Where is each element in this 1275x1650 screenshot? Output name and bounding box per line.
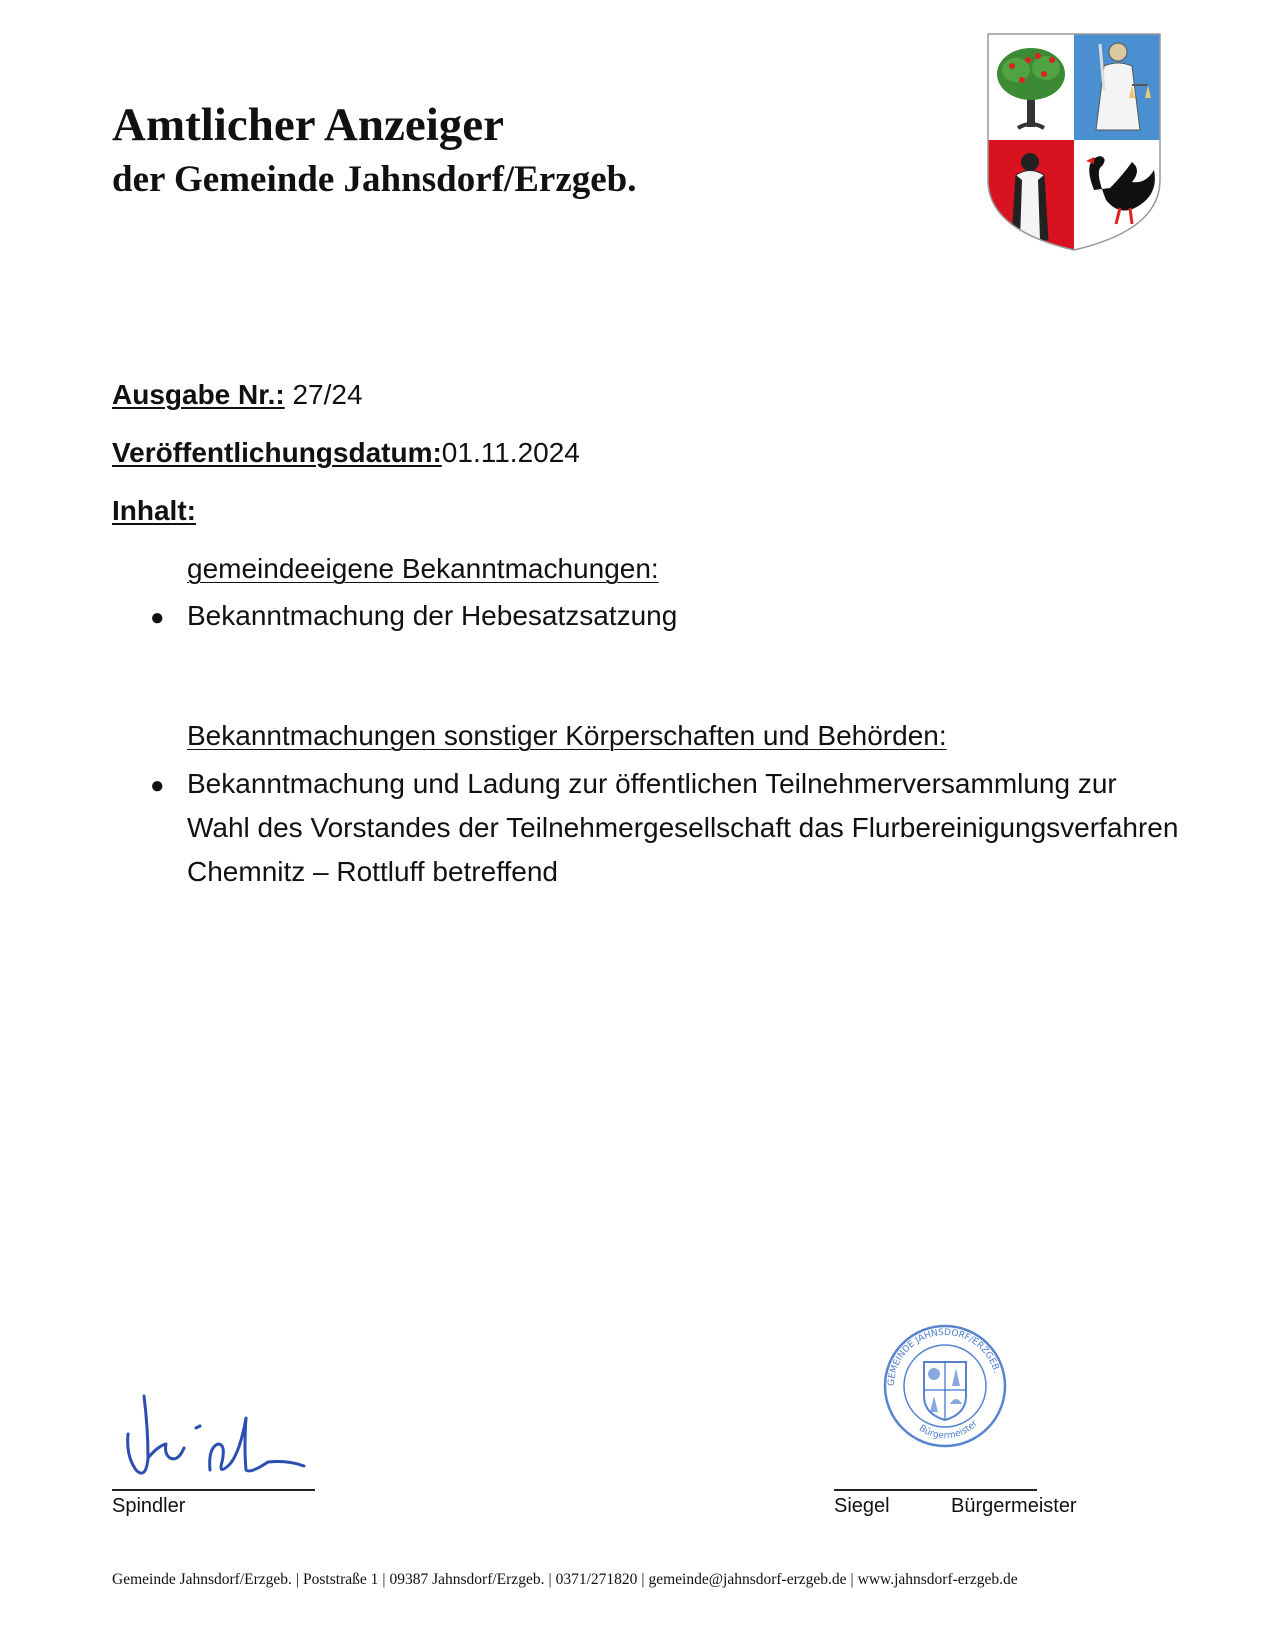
- footer-email: gemeinde@jahnsdorf-erzgeb.de: [648, 1571, 847, 1588]
- footer-municipality: Gemeinde Jahnsdorf/Erzgeb.: [112, 1571, 292, 1588]
- document-title: Amtlicher Anzeiger: [112, 99, 504, 151]
- publication-date-label: Veröffentlichungsdatum:: [112, 437, 442, 468]
- footer-website: www.jahnsdorf-erzgeb.de: [857, 1571, 1018, 1588]
- list-item: Bekanntmachung und Ladung zur öffentlichen Teilnehmerversammlung zur Wahl des Vorstandes der Teilnehmergesellschaft das Flurbereinigungsverfahren Chemnitz – Rottluff betreffend: [187, 768, 1179, 887]
- footer-city: 09387 Jahnsdorf/Erzgeb.: [389, 1571, 545, 1588]
- issue-number-label: Ausgabe Nr.:: [112, 379, 285, 410]
- issue-number-line: [112, 378, 363, 412]
- signatory-name: Spindler: [112, 1495, 186, 1517]
- coat-of-arms-icon: [982, 30, 1166, 254]
- section-heading-municipal: gemeindeeigene Bekanntmachungen:: [187, 553, 659, 584]
- handwritten-signature: [118, 1388, 318, 1488]
- footer-contact: Gemeinde Jahnsdorf/Erzgeb. | Poststraße 1 | 09387 Jahnsdorf/Erzgeb. | 0371/271820 | gemeinde@jahnsdorf-erzgeb.de | www.jahnsdorf-erzgeb.de: [112, 1571, 1018, 1588]
- list-item: Bekanntmachung der Hebesatzsatzung: [187, 600, 678, 631]
- bullet-icon: ●: [150, 604, 165, 631]
- issue-number-value: 27/24: [292, 379, 363, 410]
- contents-label: Inhalt:: [112, 495, 196, 526]
- document-subtitle: der Gemeinde Jahnsdorf/Erzgeb.: [112, 159, 637, 200]
- seal-label: Siegel: [834, 1495, 890, 1517]
- contents-line: [112, 494, 196, 528]
- footer-phone: 0371/271820: [555, 1571, 638, 1588]
- official-seal-stamp: [882, 1318, 1008, 1454]
- signature-line-left: [112, 1489, 315, 1491]
- publication-date-value: 01.11.2024: [441, 437, 580, 468]
- mayor-title: Bürgermeister: [951, 1495, 1077, 1517]
- section-heading-other-authorities: Bekanntmachungen sonstiger Körperschaften und Behörden:: [187, 720, 947, 751]
- bullet-icon: ●: [150, 772, 165, 799]
- svg-text:Bürgermeister: Bürgermeister: [917, 1418, 980, 1442]
- signature-line-right: [834, 1489, 1037, 1491]
- footer-street: Poststraße 1: [303, 1571, 379, 1588]
- publication-date-line: [112, 436, 580, 470]
- svg-text:GEMEINDE JAHNSDORF/ERZGEB.: GEMEINDE JAHNSDORF/ERZGEB.: [886, 1327, 1002, 1387]
